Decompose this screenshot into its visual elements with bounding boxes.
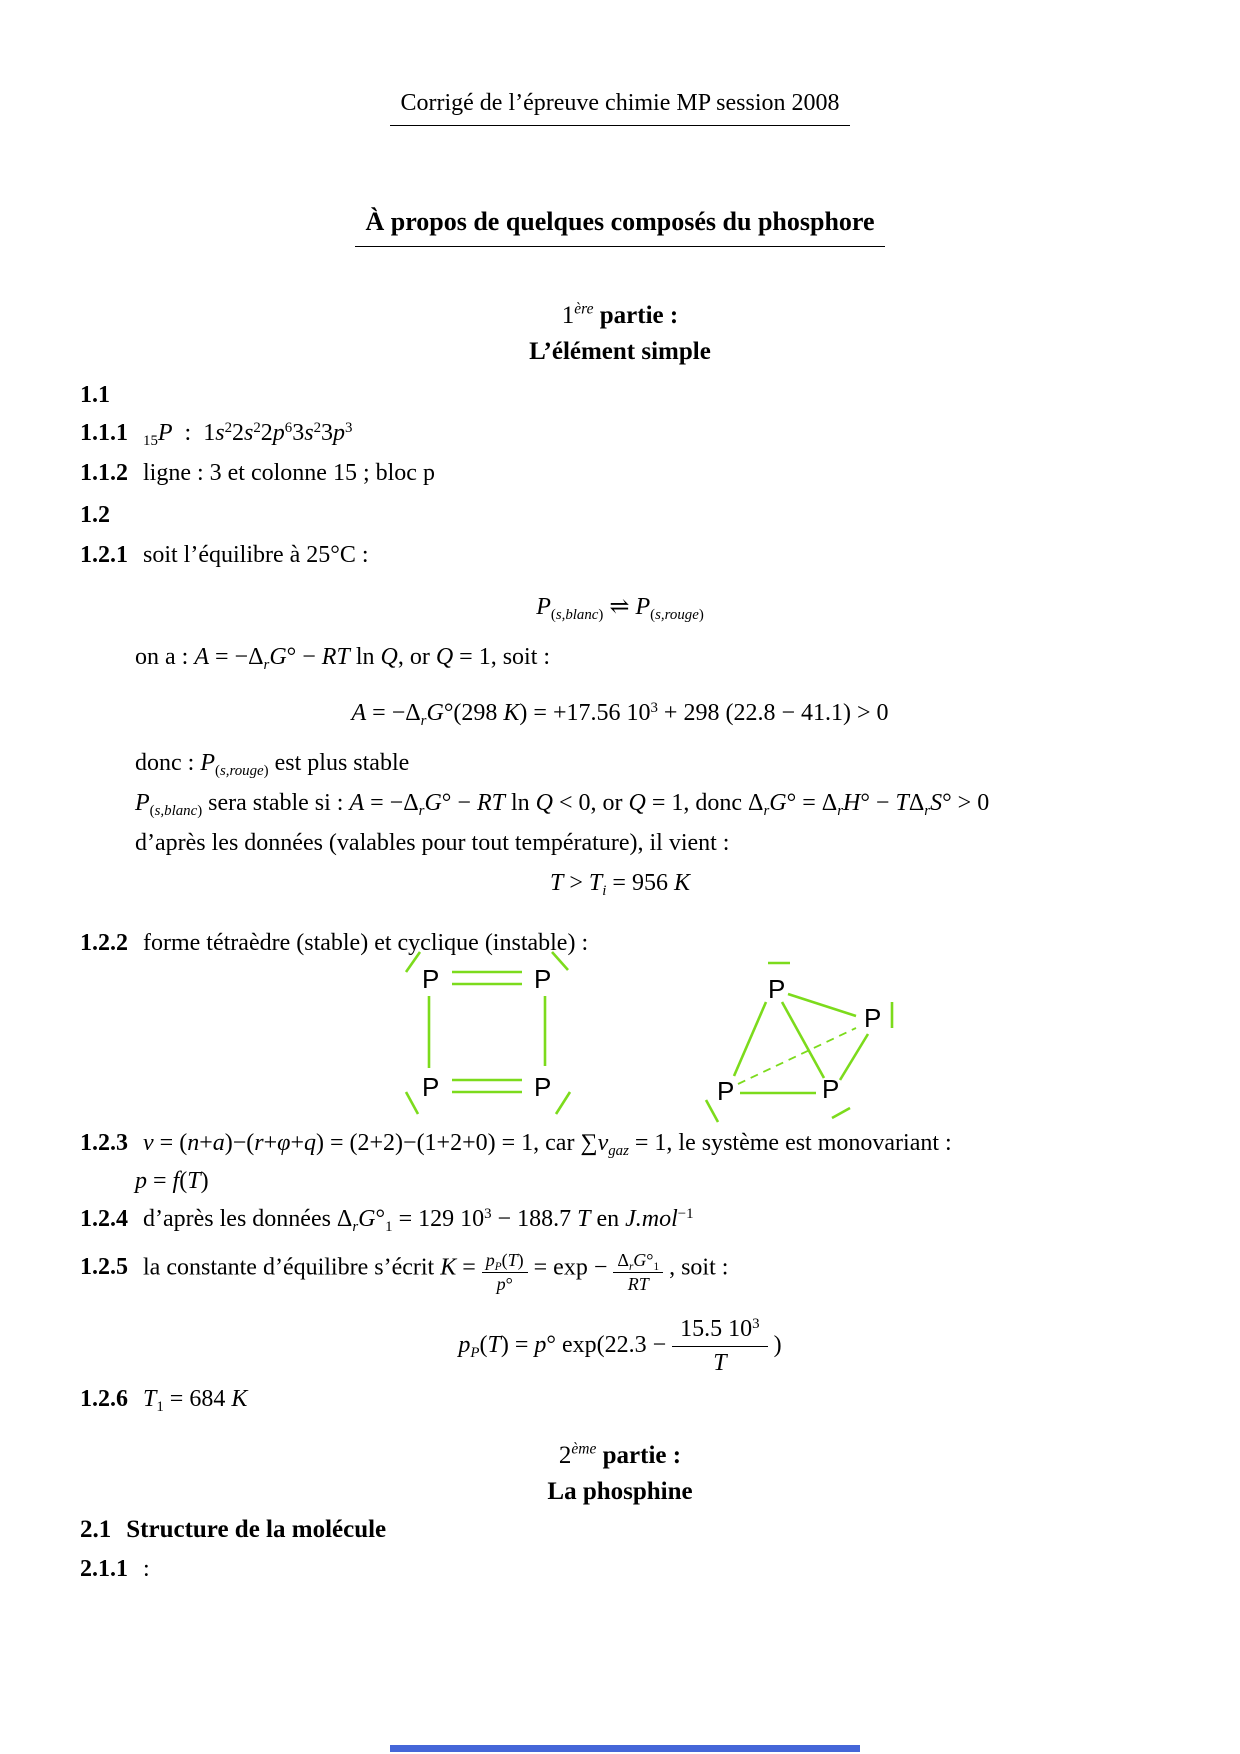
section-body: :	[143, 1556, 150, 1582]
atom-p: P	[534, 1072, 552, 1102]
section-body: forme tétraèdre (stable) et cyclique (instable) :	[143, 930, 589, 956]
bond-top-right	[788, 994, 856, 1016]
section-1-2-6	[80, 1384, 1180, 1415]
section-1-2-1	[80, 540, 1180, 571]
section-number: 1.2.6	[80, 1386, 128, 1412]
lone-pair-tick	[406, 952, 420, 972]
atom-p: P	[717, 1076, 735, 1106]
lone-pair-tick	[556, 1092, 570, 1114]
part2-subtitle: La phosphine	[547, 1478, 693, 1505]
data-remark: d’après les données (valables pour tout température), il vient :	[135, 830, 730, 856]
atom-p: P	[422, 964, 440, 994]
section-number: 1.1	[80, 382, 110, 408]
section-1-2	[80, 500, 1180, 531]
affinity-intro: on a : $A = -\Delta_rG^\circ$ − RT ln Q, or Q = 1, soit :	[135, 644, 551, 674]
part2-ordinal: ème	[571, 1440, 597, 1458]
p4-tetrahedron-diagram	[688, 950, 903, 1132]
pressure-pre: $p_P(T) = p^\circ$ exp(22.3 −	[458, 1331, 667, 1362]
temperature-result: $T_1 = 684$ K	[143, 1386, 248, 1416]
section-number: 2.1.1	[80, 1556, 128, 1582]
section-number: 1.1.2	[80, 460, 128, 486]
atom-p: P	[822, 1074, 840, 1104]
electron-configuration: $_{15}$P : $1s^22s^22p^63s^23p^3$	[143, 419, 353, 450]
bond-right-bottomright	[840, 1034, 868, 1080]
p4-cyclic-diagram	[398, 946, 584, 1132]
equation-equilibrium: $P_{(s,blanc)}$ ⇌ $P_{(s,rouge)}$	[536, 594, 704, 624]
exam-title: Corrigé de l’épreuve chimie MP session 2008	[390, 88, 849, 126]
equilibrium-constant-mid: = exp −	[533, 1254, 608, 1281]
section-number: 1.2	[80, 502, 110, 528]
section-1-1-2	[80, 458, 1180, 489]
lone-pair-tick	[832, 1108, 850, 1118]
variance-formula: v = (n+a)−(r+φ+q) = (2+2)−(1+2+0) = 1, car $\sum\nu_{gaz} = 1$, le système est monovariant :	[143, 1130, 952, 1160]
atoms	[717, 974, 881, 1106]
atom-p: P	[534, 964, 552, 994]
pressure-post: )	[773, 1331, 782, 1358]
section-number: 1.2.3	[80, 1130, 128, 1156]
part1-ordinal: ère	[574, 300, 594, 318]
section-number: 1.2.1	[80, 542, 128, 568]
atom-p: P	[422, 1072, 440, 1102]
equilibrium-constant-pre: la constante d’équilibre s’écrit K =	[143, 1254, 476, 1281]
section-body: ligne : 3 et colonne 15 ; bloc p	[143, 460, 435, 486]
fraction-dg-over-rt: $\Delta_rG^\circ_1$ RT	[613, 1250, 663, 1294]
equation-temperature: $T > T_i = 956$ K	[550, 870, 690, 900]
section-1-1-1	[80, 418, 1180, 449]
equation-pressure	[80, 1315, 1160, 1378]
section-1-1	[80, 380, 1180, 411]
conclusion-stable: donc : $P_{(s,rouge)}$ est plus stable	[135, 750, 410, 780]
section-number: 1.2.4	[80, 1206, 128, 1232]
section-number: 1.1.1	[80, 420, 128, 446]
part1-label: partie :	[599, 302, 679, 329]
exam-header	[80, 88, 1160, 126]
section-1-2-5	[80, 1250, 1180, 1294]
section-number: 2.1	[80, 1516, 112, 1543]
footer-rule	[390, 1745, 860, 1752]
bond-top-bottomright	[782, 1002, 824, 1078]
equilibrium-constant-post: , soit :	[669, 1254, 729, 1281]
part2-number: 2	[558, 1442, 572, 1469]
part1-heading	[80, 300, 1160, 331]
lone-pair-tick	[552, 952, 568, 970]
section-1-2-2	[80, 928, 1180, 959]
part1-subtitle: L’élément simple	[529, 338, 711, 365]
bond-top-bottomleft	[734, 1002, 766, 1076]
section-2-1-1	[80, 1554, 1180, 1585]
section-2-1	[80, 1514, 1180, 1547]
equation-affinity: $A = -\Delta_rG^\circ(298$ K) = +17.56 $10^3 + 298$ (22.8 − 41.1) > 0	[351, 699, 889, 730]
section-1-2-4	[80, 1204, 1180, 1235]
atom-p: P	[768, 974, 786, 1004]
section-body: soit l’équilibre à 25°C :	[143, 542, 369, 568]
atom-p: P	[864, 1003, 882, 1033]
section-1-2-3	[80, 1128, 1180, 1159]
fraction-pp-over-p0: $\frac{p_P(T)}{p^\circ}$	[482, 1250, 528, 1294]
part2-label: partie :	[602, 1442, 682, 1469]
part1-number: 1	[561, 302, 575, 329]
lone-pair-tick	[406, 1092, 418, 1114]
section-number: 1.2.2	[80, 930, 128, 956]
main-title: À propos de quelques composés du phosphore	[355, 206, 884, 247]
gibbs-data: d’après les données $\Delta_rG^\circ_1 = 129$ $10^3 - 188.7$ T en J.mol$^{-1}$	[143, 1205, 694, 1236]
fraction-155e3-over-t: $\frac{15.5 10^3}{T}$	[672, 1315, 767, 1378]
part2-heading	[80, 1440, 1160, 1471]
section-number: 1.2.5	[80, 1254, 128, 1281]
main-title-line	[80, 206, 1160, 247]
stability-condition: $P_{(s,blanc)}$ sera stable si : $A = -\Delta_rG^\circ$ − RT ln Q < 0, or Q = 1, donc $\Delta_rG^\circ = \Delta_rH^\circ - T\Delta_rS^\circ > 0$	[135, 790, 990, 820]
section-title: Structure de la molécule	[126, 1516, 387, 1543]
section-1-2-3-cont: p = f(T)	[135, 1168, 209, 1194]
